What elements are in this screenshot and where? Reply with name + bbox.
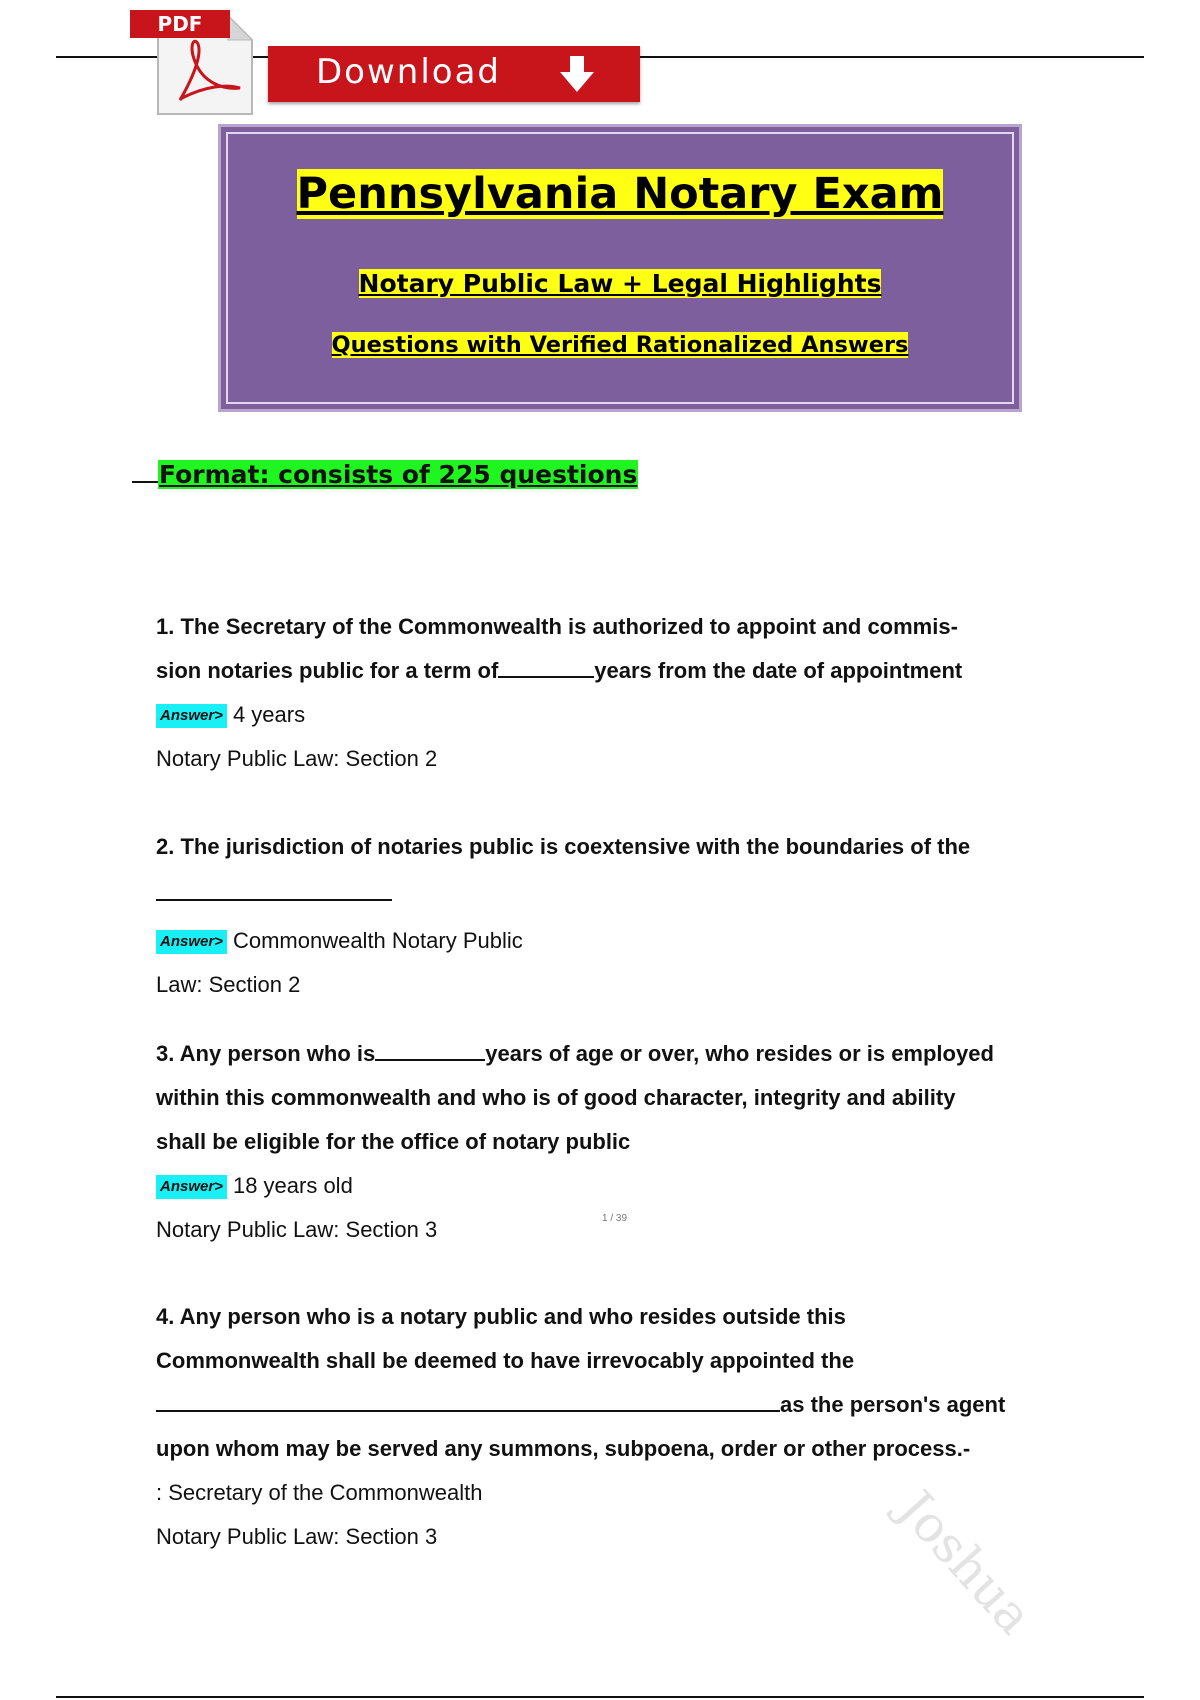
- question-line: years from the date of appointment: [594, 658, 963, 683]
- reference-line: Notary Public Law: Section 3: [156, 1217, 438, 1242]
- reference-line: Notary Public Law: Section 3: [156, 1524, 438, 1549]
- question-number: 4.: [156, 1304, 175, 1329]
- answer-blank-line: [156, 869, 1090, 919]
- answer-text: Commonwealth Notary Public: [232, 928, 523, 953]
- document-title-row: [221, 169, 1019, 219]
- question-text: within this commonwealth and who is of good character, integrity and ability: [156, 1085, 956, 1110]
- document-tagline: Questions with Verified Rationalized Answers: [331, 332, 909, 358]
- question-text: shall be eligible for the office of notary public: [156, 1129, 631, 1154]
- question-text: upon whom may be served any summons, subpoena, order or other process.-: [156, 1436, 971, 1461]
- question-number: 1.: [156, 614, 175, 639]
- question-line: sion notaries public for a term of: [156, 658, 499, 683]
- question-line: Any person who is: [179, 1041, 376, 1066]
- answer-tag: Answer>: [156, 704, 227, 728]
- answer-blank: [375, 1035, 485, 1061]
- reference-line: Law: Section 2: [156, 972, 301, 997]
- question-line: The jurisdiction of notaries public is coextensive with the boundaries of the: [180, 834, 971, 859]
- answer-blank: [498, 652, 594, 678]
- question-line: as the person's agent: [780, 1392, 1006, 1417]
- bottom-rule: [56, 1696, 1144, 1698]
- pdf-label: PDF: [130, 10, 230, 38]
- question-line: The Secretary of the Commonwealth is authorized to appoint and commis-: [180, 614, 958, 639]
- download-label: Download: [316, 52, 502, 92]
- answer-text: 18 years old: [232, 1173, 353, 1198]
- format-lead-rule: [132, 480, 158, 483]
- page-number: 1 / 39: [602, 1213, 628, 1224]
- download-arrow-icon: [560, 56, 594, 94]
- answer-tag: Answer>: [156, 1175, 227, 1199]
- answer-line: [156, 1164, 1090, 1208]
- answer-tag: Answer>: [156, 930, 227, 954]
- format-text: Format: consists of 225 questions: [159, 460, 638, 489]
- title-box: [218, 124, 1022, 412]
- question-text: Commonwealth shall be deemed to have irrevocably appointed the: [156, 1348, 855, 1373]
- answer-line: [156, 693, 1090, 737]
- format-line: [132, 460, 638, 489]
- question-text: [156, 1032, 1090, 1076]
- document-tagline-row: [221, 332, 1019, 358]
- document-subtitle: Notary Public Law + Legal Highlights: [358, 269, 882, 298]
- question-number: 2.: [156, 834, 175, 859]
- answer-text: : Secretary of the Commonwealth: [156, 1480, 483, 1505]
- question-text: [156, 605, 1090, 649]
- document-subtitle-row: [221, 269, 1019, 299]
- answer-blank: [156, 1386, 780, 1412]
- question-text: [156, 649, 1090, 693]
- answer-line: [156, 919, 1090, 963]
- question-text: [156, 1295, 1090, 1339]
- question-text: [156, 1383, 1090, 1427]
- pdf-download-badge[interactable]: [130, 6, 640, 118]
- question-line: Any person who is a notary public and who resides outside this: [179, 1304, 846, 1329]
- reference-line: Notary Public Law: Section 2: [156, 746, 438, 771]
- question-1: [156, 605, 1090, 781]
- question-number: 3.: [156, 1041, 175, 1066]
- question-text: [156, 825, 1090, 869]
- answer-blank: [156, 869, 392, 901]
- watermark: Joshua: [886, 1480, 1044, 1646]
- answer-text: 4 years: [232, 702, 306, 727]
- question-line: years of age or over, who resides or is employed: [485, 1041, 994, 1066]
- question-2: [156, 825, 1090, 1007]
- document-title: Pennsylvania Notary Exam: [296, 169, 944, 219]
